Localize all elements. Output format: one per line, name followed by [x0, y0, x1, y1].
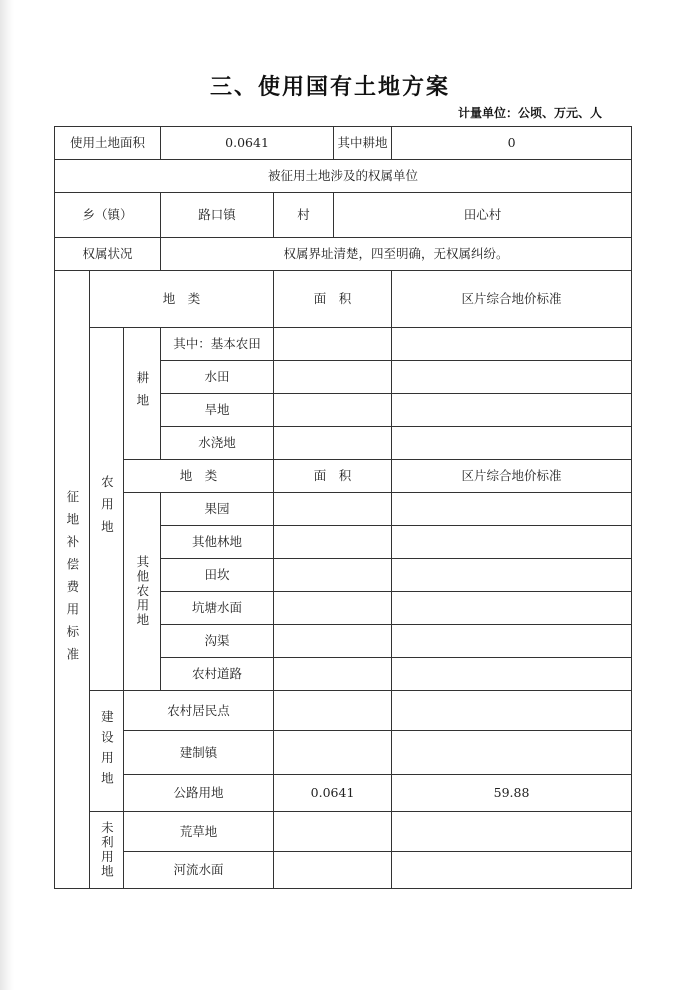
other-item: 田坎	[161, 559, 274, 592]
price-header: 区片综合地价标准	[392, 271, 632, 328]
table-row	[55, 238, 632, 271]
price-subheader: 区片综合地价标准	[392, 460, 632, 493]
unused-item: 荒草地	[124, 812, 274, 852]
other-item: 农村道路	[161, 658, 274, 691]
land-plan-table	[54, 126, 632, 889]
area-cell	[274, 691, 392, 731]
area-cell	[274, 812, 392, 852]
table-row	[55, 271, 632, 328]
table-row	[55, 731, 632, 775]
area-subheader: 面 积	[274, 460, 392, 493]
area-cell	[274, 493, 392, 526]
price-cell	[392, 493, 632, 526]
unused-land-label: 未利用地	[90, 812, 124, 889]
construction-item: 农村居民点	[124, 691, 274, 731]
unused-item: 河流水面	[124, 852, 274, 889]
arable-value: 0	[392, 127, 632, 160]
land-type-header: 地 类	[90, 271, 274, 328]
area-cell	[274, 328, 392, 361]
ownership-header: 被征用土地涉及的权属单位	[55, 160, 632, 193]
construction-item: 公路用地	[124, 775, 274, 812]
village-value: 田心村	[334, 193, 632, 238]
table-row	[55, 812, 632, 852]
other-item: 其他林地	[161, 526, 274, 559]
construction-item: 建制镇	[124, 731, 274, 775]
ownership-status-value: 权属界址清楚，四至明确，无权属纠纷。	[161, 238, 632, 271]
table-row	[55, 460, 632, 493]
price-cell	[392, 852, 632, 889]
table-row	[55, 775, 632, 812]
unit-label: 计量单位：公顷、万元、人	[457, 106, 602, 120]
township-value: 路口镇	[161, 193, 274, 238]
arable-item: 旱地	[161, 394, 274, 427]
price-cell	[392, 812, 632, 852]
table-row	[55, 691, 632, 731]
price-cell	[392, 592, 632, 625]
table-row	[55, 160, 632, 193]
price-cell	[392, 427, 632, 460]
price-cell	[392, 691, 632, 731]
arable-label: 其中耕地	[334, 127, 392, 160]
highway-area-value: 0.0641	[274, 775, 392, 812]
other-item: 果园	[161, 493, 274, 526]
table-row	[55, 852, 632, 889]
area-header: 面 积	[274, 271, 392, 328]
village-label: 村	[274, 193, 334, 238]
land-area-label: 使用土地面积	[55, 127, 161, 160]
price-cell	[392, 559, 632, 592]
area-cell	[274, 559, 392, 592]
area-cell	[274, 658, 392, 691]
area-cell	[274, 731, 392, 775]
arable-item: 水浇地	[161, 427, 274, 460]
area-cell	[274, 625, 392, 658]
price-cell	[392, 328, 632, 361]
table-row	[55, 193, 632, 238]
land-area-value: 0.0641	[161, 127, 334, 160]
area-cell	[274, 427, 392, 460]
township-label: 乡（镇）	[55, 193, 161, 238]
area-cell	[274, 592, 392, 625]
price-cell	[392, 625, 632, 658]
table-row	[55, 493, 632, 526]
arable-item: 其中：基本农田	[161, 328, 274, 361]
area-cell	[274, 394, 392, 427]
area-cell	[274, 361, 392, 394]
other-item: 坑塘水面	[161, 592, 274, 625]
land-type-subheader: 地 类	[124, 460, 274, 493]
compensation-standard-label: 征地补偿费用标准	[55, 271, 90, 889]
price-cell	[392, 394, 632, 427]
area-cell	[274, 852, 392, 889]
arable-item: 水田	[161, 361, 274, 394]
price-cell	[392, 361, 632, 394]
table-row	[55, 127, 632, 160]
area-cell	[274, 526, 392, 559]
highway-price-value: 59.88	[392, 775, 632, 812]
arable-land-label: 耕地	[124, 328, 161, 460]
construction-land-label: 建设用地	[90, 691, 124, 812]
page-binding-edge	[0, 0, 14, 990]
price-cell	[392, 658, 632, 691]
price-cell	[392, 731, 632, 775]
ownership-status-label: 权属状况	[55, 238, 161, 271]
agricultural-land-label: 农用地	[90, 328, 124, 691]
other-agricultural-land-label: 其他农用地	[124, 493, 161, 691]
price-cell	[392, 526, 632, 559]
page-title: 三、使用国有土地方案	[209, 75, 450, 100]
table-row	[55, 328, 632, 361]
other-item: 沟渠	[161, 625, 274, 658]
